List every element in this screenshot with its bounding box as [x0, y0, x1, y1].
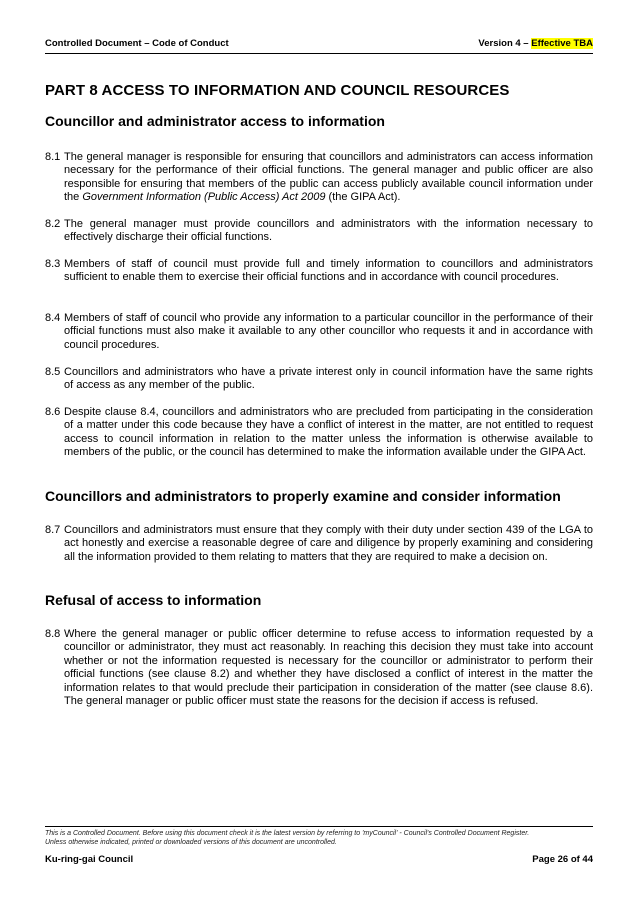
clause-8-1	[45, 151, 593, 205]
clause-number: 8.5	[45, 366, 61, 378]
clause-number: 8.3	[45, 258, 61, 270]
clause-number: 8.1	[45, 151, 61, 163]
clause-text: Members of staff of council must provide full and timely information to councillors and administrators sufficient to enable them to exercise their official functions and in accordance with council procedures.	[64, 258, 593, 284]
clause-8-3	[45, 258, 593, 285]
clause-text: Members of staff of council who provide any information to a particular councillor in the performance of their official functions must also make it available to any other councillor who requests it and in accordance with council procedures.	[64, 312, 593, 351]
document-version: Version 4 – Effective TBA	[478, 38, 593, 49]
page-header	[45, 38, 593, 54]
page-footer	[45, 854, 593, 865]
clause-8-8	[45, 628, 593, 708]
section-heading: Councillor and administrator access to information	[45, 113, 385, 129]
clause-8-4	[45, 312, 593, 352]
act-name: Government Information (Public Access) Act 2009	[82, 191, 326, 204]
document-title: Controlled Document – Code of Conduct	[45, 38, 229, 49]
part-title: PART 8 ACCESS TO INFORMATION AND COUNCIL RESOURCES	[45, 82, 510, 99]
section-heading: Councillors and administrators to properly examine and consider information	[45, 488, 561, 504]
organisation-name: Ku-ring-gai Council	[45, 854, 134, 865]
clause-number: 8.6	[45, 406, 61, 418]
clause-8-6	[45, 406, 593, 460]
clause-text: The general manager is responsible for ensuring that councillors and administrators can access information necessary for the performance of their official functions. The general manager and public officer are also responsible for ensuring that members of the public can access publicly available council information under the Government Information (Public Access) Act 2009 (the GIPA Act).	[64, 151, 593, 204]
page-number: Page 26 of 44	[532, 854, 593, 865]
clause-8-7	[45, 524, 593, 564]
controlled-document-note: This is a Controlled Document. Before using this document check it is the latest version by referring to 'myCouncil' - Council's Controlled Document Register. Unless otherwise indicated, printed or downloaded versions of this document are uncontrolled.	[45, 830, 530, 846]
clause-text: Despite clause 8.4, councillors and administrators who are precluded from participating in the consideration of a matter under this code because they have a conflict of interest in the matter, are not entitled to request access to council information in relation to the matter unless the information is otherwise available to members of the public, or the council has determined to make the information available under the GIPA Act.	[64, 406, 593, 459]
footer-divider	[45, 826, 593, 827]
clause-text: Councillors and administrators must ensure that they comply with their duty under section 439 of the LGA to act honestly and exercise a reasonable degree of care and diligence by properly examining and considering all the information provided to them relating to matters that they are required to make a decision on.	[64, 524, 593, 563]
effective-date-highlight: Effective TBA	[531, 38, 593, 49]
clause-number: 8.4	[45, 312, 61, 324]
clause-number: 8.8	[45, 628, 61, 640]
clause-text: Where the general manager or public officer determine to refuse access to information requested by a councillor or administrator, they must act reasonably. In reaching this decision they must take into account whether or not the information requested is necessary for the councillor or administrator to perform their official functions (see clause 8.2) and whether they have disclosed a conflict of interest in the matter the information relates to that would preclude their participation in consideration of the matter (see clause 8.6). The general manager or public officer must state the reasons for the decision if access is refused.	[64, 628, 593, 708]
clause-text: Councillors and administrators who have a private interest only in council information have the same rights of access as any member of the public.	[64, 366, 593, 392]
clause-number: 8.7	[45, 524, 61, 536]
clause-8-5	[45, 366, 593, 393]
clause-8-2	[45, 218, 593, 245]
section-heading: Refusal of access to information	[45, 592, 262, 608]
clause-number: 8.2	[45, 218, 61, 230]
clause-text: The general manager must provide councillors and administrators with the information necessary to effectively discharge their official functions.	[64, 218, 593, 244]
